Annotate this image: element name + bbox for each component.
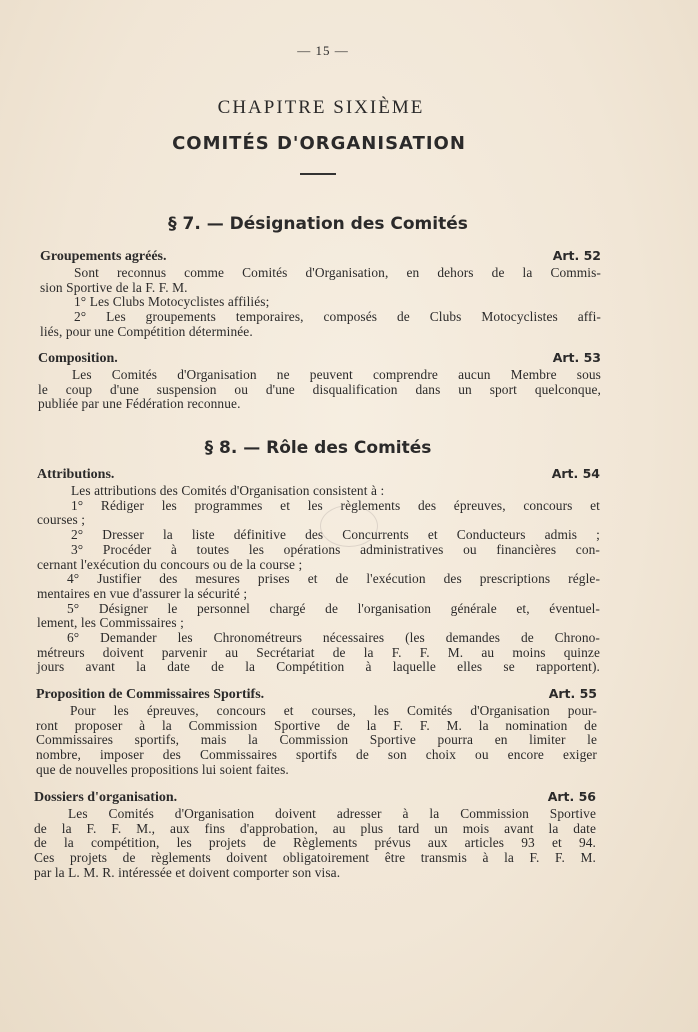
text-line: 2° Les groupements temporaires, composés de Clubs Motocyclistes affi- — [74, 309, 601, 325]
article-56 — [34, 789, 596, 881]
text-line: ront proposer à la Commission Sportive de la F. F. M. la nomination de — [36, 717, 597, 733]
article-heading — [34, 789, 596, 807]
article-heading-text: Dossiers d'organisation. — [34, 790, 178, 805]
text-line: par la L. M. R. intéressée et doivent comporter son visa. — [34, 864, 341, 880]
title-rule — [300, 173, 336, 175]
article-53 — [38, 350, 601, 412]
section-7-title: § 7. — Désignation des Comités — [168, 214, 468, 234]
article-number: Art. 52 — [552, 248, 601, 263]
text-line: sion Sportive de la F. F. M. — [40, 279, 188, 295]
chapter-title: COMITÉS D'ORGANISATION — [172, 133, 466, 154]
article-number: Art. 54 — [551, 466, 600, 481]
text-line: de la compétition, les projets de Règlements prévus aux articles 93 et 94. — [34, 835, 596, 851]
text-line: Les Comités d'Organisation ne peuvent comprendre aucun Membre sous — [72, 367, 601, 382]
text-line: courses ; — [37, 512, 86, 528]
article-heading-text: Groupements agréés. — [40, 249, 167, 264]
text-line: Les attributions des Comités d'Organisation consistent à : — [71, 483, 385, 498]
text-line: 3° Procéder à toutes les opérations administratives ou financières con- — [71, 541, 600, 557]
section-8-title: § 8. — Rôle des Comités — [204, 438, 432, 458]
article-54 — [37, 466, 600, 675]
text-line: jours avant la date de la Compétition à laquelle elles se rapportent). — [37, 659, 600, 675]
text-line: Sont reconnus comme Comités d'Organisation, en dehors de la Commis- — [74, 265, 601, 280]
article-number: Art. 56 — [547, 789, 596, 804]
article-number: Art. 55 — [548, 686, 597, 701]
text-line: le coup d'une suspension ou d'une disqualification dans un sport quelconque, — [38, 381, 601, 397]
text-line: cernant l'exécution du concours ou de la course ; — [37, 556, 303, 572]
text-line: nombre, imposer des Commissaires sportifs de son choix ou encore exiger — [36, 747, 597, 763]
text-line: Pour les épreuves, concours et courses, les Comités d'Organisation pour- — [70, 703, 597, 718]
article-heading — [36, 686, 597, 704]
text-line: lement, les Commissaires ; — [37, 615, 184, 631]
article-heading-text: Proposition de Commissaires Sportifs. — [36, 687, 265, 702]
article-heading — [38, 350, 601, 368]
text-line: publiée par une Fédération reconnue. — [38, 396, 241, 412]
text-line: de la F. F. M., aux fins d'approbation, au plus tard un mois avant la date — [34, 820, 596, 836]
text-line: 4° Justifier des mesures prises et de l'exécution des prescriptions régle- — [67, 571, 600, 587]
text-line: Les Comités d'Organisation doivent adresser à la Commission Sportive — [68, 806, 596, 821]
article-number: Art. 53 — [552, 350, 601, 365]
text-line: 2° Dresser la liste définitive des Concurrents et Conducteurs admis ; — [71, 527, 600, 543]
text-line: Ces projets de règlements doivent obligatoirement être transmis à la F. F. M. — [34, 850, 596, 866]
text-line: 6° Demander les Chronométreurs nécessaires (les demandes de Chrono- — [67, 630, 600, 646]
article-heading — [37, 466, 600, 484]
article-55 — [36, 686, 597, 778]
text-line: 1° Rédiger les programmes et les règlements des épreuves, concours et — [71, 497, 600, 513]
text-line: Commissaires sportifs, mais la Commission Sportive pourra en limiter le — [36, 732, 597, 748]
text-line: liés, pour une Compétition déterminée. — [40, 323, 253, 339]
text-line: 5° Désigner le personnel chargé de l'organisation générale et, éventuel- — [67, 600, 600, 616]
text-line: métreurs doivent parvenir au Secrétariat de la F. F. M. au moins quinze — [37, 644, 600, 660]
article-heading-text: Attributions. — [37, 467, 115, 482]
article-heading — [40, 248, 601, 266]
article-heading-text: Composition. — [38, 351, 118, 366]
text-line: que de nouvelles propositions lui soient faites. — [36, 761, 289, 777]
text-line: 1° Les Clubs Motocyclistes affiliés; — [74, 294, 270, 310]
article-52 — [40, 248, 601, 340]
ink-stamp-mark — [320, 505, 378, 547]
chapter-heading: CHAPITRE SIXIÈME — [217, 97, 425, 118]
page-number: — 15 — — [297, 43, 349, 58]
text-line: mentaires en vue d'assurer la sécurité ; — [37, 585, 248, 601]
